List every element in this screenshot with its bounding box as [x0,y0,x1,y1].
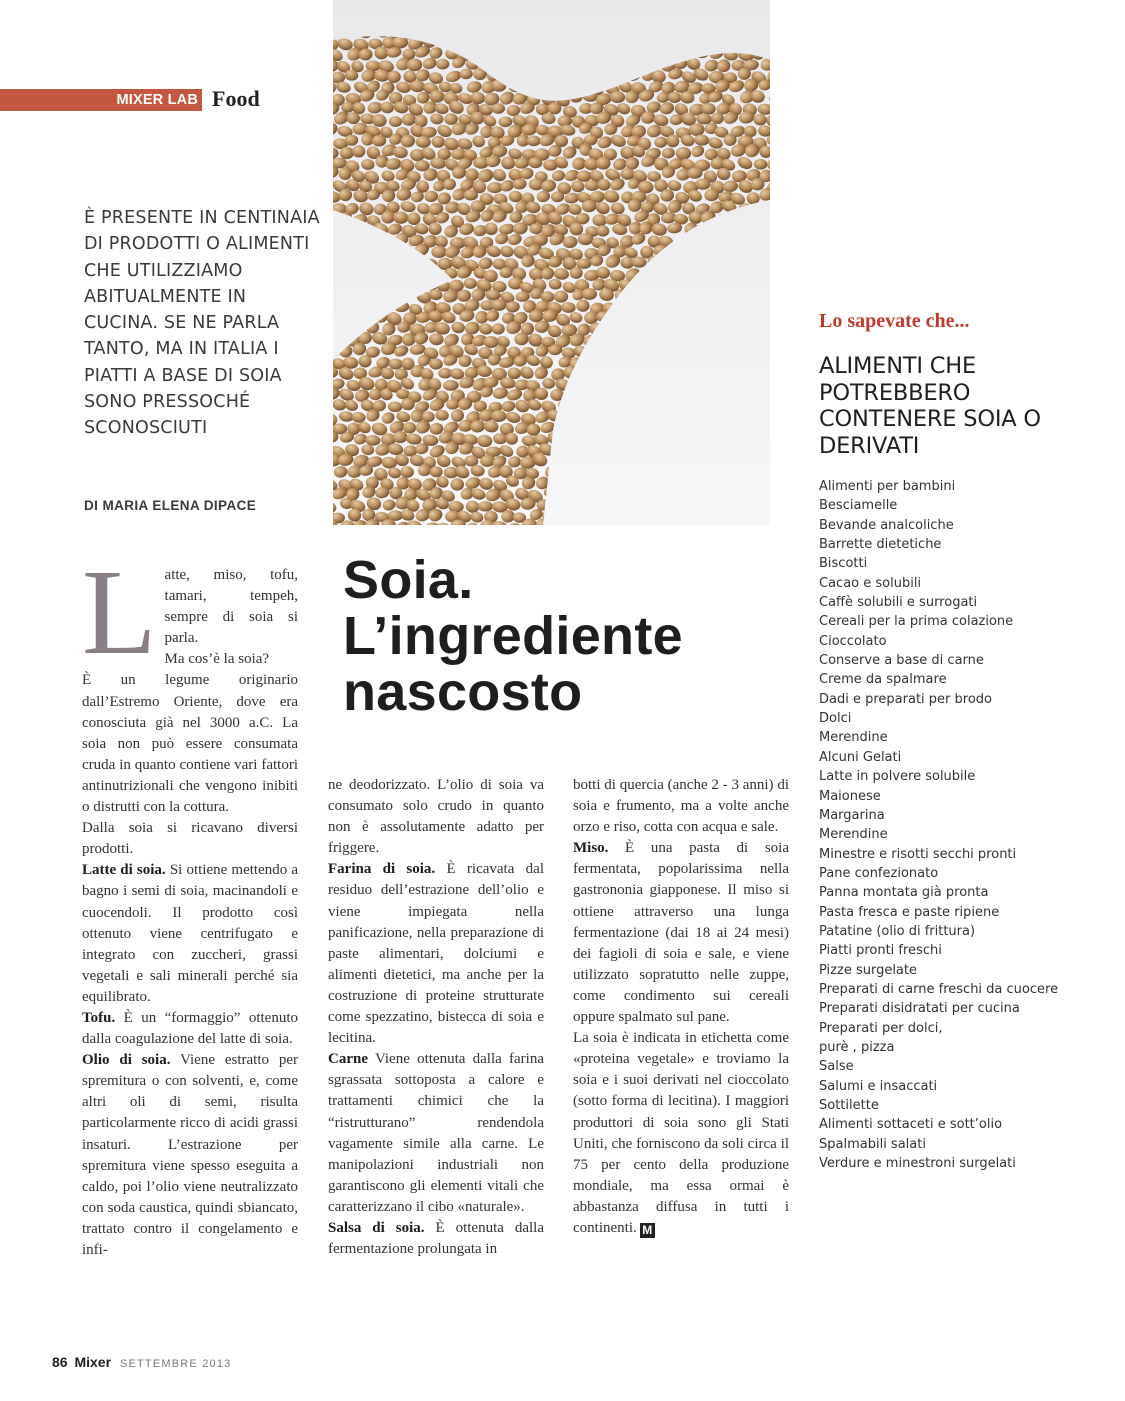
list-item: Patatine (olio di frittura) [819,923,976,939]
paragraph: Dalla soia si ricavano diversi prodotti. [82,820,298,858]
list-item: Verdure e minestroni surgelati [819,1156,1016,1172]
issue-date: SETTEMBRE 2013 [119,1358,232,1370]
paragraph: Ma cos’è la soia? [164,651,270,668]
paragraph: atte, miso, tofu, tamari, tempeh, sempre di soia si parla. [164,567,298,647]
paragraph-olio [82,1050,298,1261]
paragraph-farina [328,859,544,1049]
soybean-shape [596,157,611,170]
paragraph-tofu [82,1008,298,1050]
list-item: Besciamelle [819,498,898,514]
list-item: purè , pizza [819,1039,895,1055]
page-footer [52,1354,232,1370]
sidebar-list [819,477,1059,1173]
paragraph: botti di quercia (anche 2 - 3 anni) di soia e frumento, ma a volte anche orzo e riso, cotta con acqua e sale. [573,777,789,836]
lead-term: Carne [328,1051,368,1068]
lead-term: Olio di soia. [82,1052,171,1069]
list-item: Cacao e solubili [819,575,922,591]
list-item: Sottilette [819,1098,879,1113]
sidebar-title: ALIMENTI CHE POTREBBERO CONTENERE SOIA O DERIVATI [819,353,1041,459]
lead-term: Salsa di soia. [328,1219,425,1236]
lead-term: Miso. [573,840,609,857]
list-item: Alimenti sottaceti e sott’olio [819,1117,1003,1133]
headline-line-2: L’ingrediente [343,606,683,666]
list-item: Merendine [819,730,888,746]
list-item: Pizze surgelate [819,962,917,978]
paragraph: È un legume originario dall’Estremo Oriente, dove era conosciuta già nel 3000 a.C. La soia non può essere consumata cruda in quanto contiene vari fattori antinutrizionali che vengono inibiti o distrutti con la cottura. [82,672,298,816]
list-item: Creme da spalmare [819,672,947,688]
list-item: Spalmabili salati [819,1136,926,1152]
list-item: Caffè solubili e surrogati [819,595,978,611]
list-item: Alcuni Gelati [819,749,902,765]
list-item: Latte in polvere solubile [819,769,976,785]
headline [343,552,763,720]
soybean-shape [340,147,354,159]
end-mark-icon: M [640,1223,655,1238]
paragraph-text: È una pasta di soia fermentata, popolarissima nella gastrononia giapponese. Il miso si ottiene attraverso una lunga fermentazione (dai 18 ai 24 mesi) dei fagioli di soia e sale, e viene utilizzato sopratutto nelle zuppe, come condimento sui cereali oppure spalmato sul pane. [573,840,789,1026]
paragraph-text: È ottenuta dalla fermentazione prolungata in [328,1219,544,1258]
paragraph: ne deodorizzato. L’olio di soia va consumato solo crudo in quanto non è assolutamente adatto per friggere. [328,777,544,857]
list-item: Salumi e insaccati [819,1078,938,1094]
drop-cap: L [82,545,157,680]
list-item: Maionese [819,788,881,804]
section-topic: Food [212,86,260,111]
list-item: Dadi e preparati per brodo [819,691,992,707]
list-item: Salse [819,1059,854,1075]
soybean-shape [527,136,541,147]
headline-line-1: Soia. [343,550,474,610]
soybeans-illustration [333,0,770,525]
headline-line-3: nascosto [343,662,583,722]
list-item: Cioccolato [819,633,887,649]
lead-term: Farina di soia. [328,861,436,878]
sidebar-kicker: Lo sapevate che... [819,310,970,332]
paragraph-text: È un “formaggio” ottenuto dalla coagulazione del latte di soia. [82,1009,298,1048]
list-item: Panna montata già pronta [819,885,989,901]
paragraph-closing [573,1028,789,1239]
body-column-3 [573,775,789,1239]
list-item: Cereali per la prima colazione [819,614,1014,630]
lead-term: Tofu. [82,1009,116,1026]
lead-term: Latte di soia. [82,862,166,879]
list-item: Preparati disidratati per cucina [819,1001,1020,1017]
list-item: Preparati di carne freschi da cuocere [819,981,1059,997]
soybean-shape [478,501,493,511]
byline: DI MARIA ELENA DIPACE [84,498,257,513]
list-item: Pane confezionato [819,865,939,881]
list-item: Margarina [819,807,885,823]
soybean-shape [403,422,416,433]
paragraph-latte [82,860,298,1008]
list-item: Piatti pronti freschi [819,943,942,959]
list-item: Bevande analcoliche [819,517,954,533]
section-label: MIXER LAB [116,92,198,108]
body-column-2 [328,775,544,1260]
body-column-1 [82,545,299,1261]
list-item: Conserve a base di carne [819,653,984,669]
page-number: 86 [52,1354,68,1370]
list-item: Biscotti [819,556,868,572]
list-item: Preparati per dolci, [819,1020,943,1036]
list-item: Alimenti per bambini [819,479,956,494]
paragraph-text: Viene estratto per spremitura o con solventi, e, come altri oli di semi, risulta particolarmente ricco di acidi grassi insaturi. L’estrazione per spremitura viene spesso eseguita a caldo, poi l’olio viene neutralizzato con soda caustica, quindi sbiancato, trattato contro il congelamento e infi- [82,1052,298,1258]
soybean-shape [491,103,505,114]
paragraph-miso [573,838,789,1028]
paragraph-text: Viene ottenuta dalla farina sgrassata sottoposta a calore e trattamenti chimici che la “ristrutturano” rendendola vagamente simile alla carne. Le manipolazioni industriali non garantiscono gli elementi vitali che caratterizzano il cibo «naturale». [328,1051,544,1215]
list-item: Merendine [819,827,888,843]
soybeans-photo [333,0,770,525]
paragraph-text: Si ottiene mettendo a bagno i semi di soia, macinandoli e cuocendoli. Il prodotto così ottenuto viene centrifugato e integrato con zuccheri, grassi vegetali e sali minerali perché sia equilibrato. [82,862,299,1005]
magazine-name: Mixer [74,1354,112,1370]
standfirst: È PRESENTE IN CENTINAIA DI PRODOTTI O ALIMENTI CHE UTILIZZIAMO ABITUALMENTE IN CUCINA. SE NE PARLA TANTO, MA IN ITALIA I PIATTI A BASE DI SOIA SONO PRESSOCHÉ SCONOSCIUTI [84,208,320,439]
list-item: Barrette dietetiche [819,537,942,553]
paragraph-text: La soia è indicata in etichetta come «proteina vegetale» e troviamo la soia e i suoi derivati nel cioccolato (sotto forma di lecitina). I maggiori produttori di soia sono gli Stati Uniti, che forniscono da soli circa il 75 per cento della produzione mondiale, ma essa ormai è abbastanza diffusa in tutti i continenti. [573,1030,789,1236]
paragraph-carne [328,1049,544,1218]
paragraph-text: È ricavata dal residuo dell’estrazione dell’olio e viene impiegata nella panificazione, nella preparazione di paste alimentari, dolciumi e alimenti dietetici, ma anche per la costruzione di proteine strutturate come spezzatino, bistecca di soia e lecitina. [328,861,544,1047]
paragraph-salsa [328,1218,544,1260]
list-item: Minestre e risotti secchi pronti [819,846,1017,862]
list-item: Pasta fresca e paste ripiene [819,904,1000,920]
list-item: Dolci [819,711,852,727]
